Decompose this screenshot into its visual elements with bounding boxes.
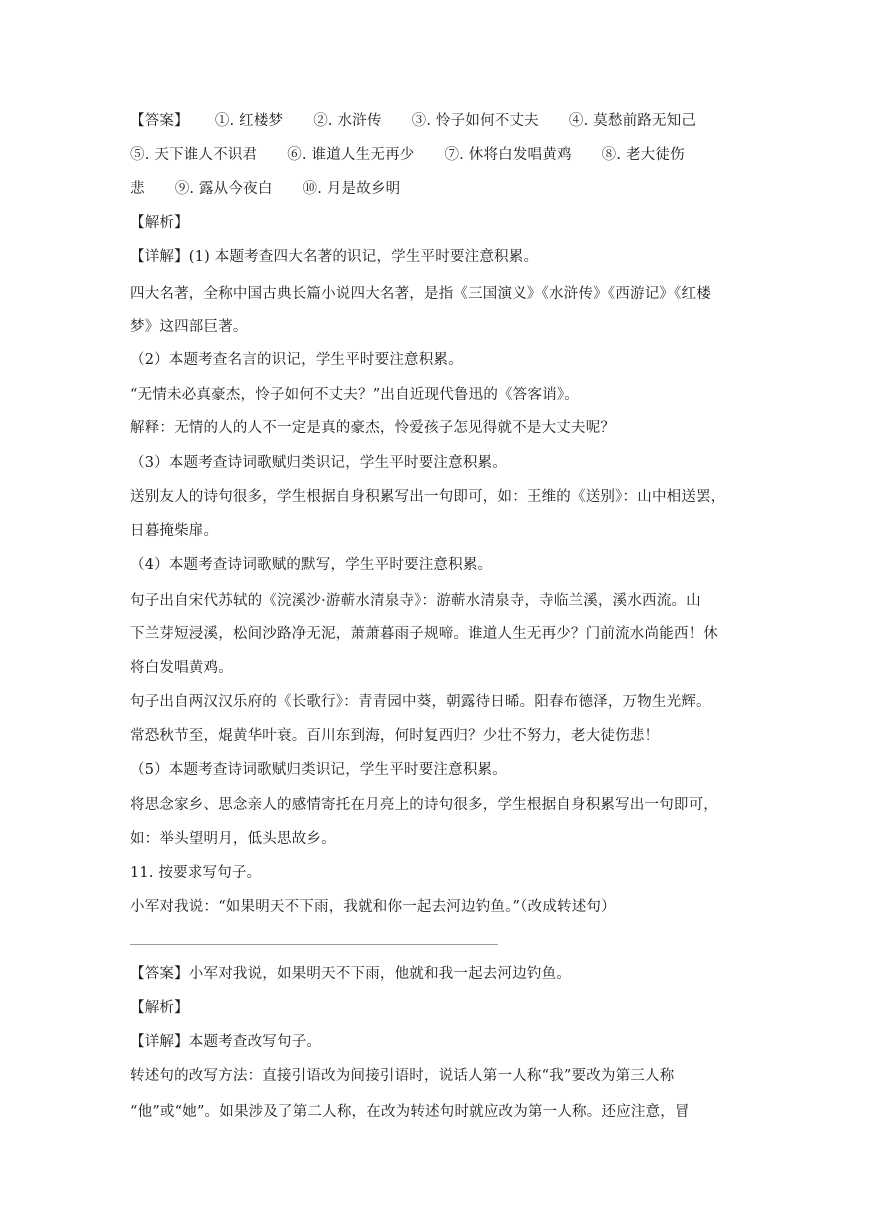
question-title: 11. 按要求写句子。 [130, 865, 262, 881]
analysis-label: 【解析】 [130, 215, 189, 231]
answer-item-8: ⑧. 老大徒伤 [601, 147, 685, 163]
analysis-line: （2）本题考查名言的识记，学生平时要注意积累。 [130, 352, 463, 368]
answer-row-1 [130, 111, 696, 131]
analysis-line: （3）本题考查诗词歌赋归类识记，学生平时要注意积累。 [130, 455, 507, 471]
analysis-line: “他”或“她”。如果涉及了第二人称，在改为转述句时就应改为第一人称。还应注意，冒 [130, 1104, 690, 1120]
answer-item-3: ③. 怜子如何不丈夫 [411, 113, 539, 129]
analysis-line: 将思念家乡、思念亲人的感情寄托在月亮上的诗句很多，学生根据自身积累写出一句即可， [130, 797, 718, 813]
answer-continuation: 悲 [130, 181, 145, 197]
answer-item-10: ⑩. 月是故乡明 [302, 181, 401, 197]
analysis-line: 常恐秋节至，焜黄华叶衰。百川东到海，何时复西归？少壮不努力，老大徒伤悲！ [130, 728, 660, 744]
analysis-line: 将白发唱黄鸡。 [130, 660, 233, 676]
analysis-line: 下兰芽短浸溪，松间沙路净无泥，萧萧暮雨子规啼。谁道人生无再少？门前流水尚能西！休 [130, 626, 718, 642]
analysis-line: 四大名著，全称中国古典长篇小说四大名著，是指《三国演义》《水浒传》《西游记》《红楼 [130, 286, 711, 302]
analysis-line: 梦》这四部巨著。 [130, 319, 248, 335]
answer-label: 【答案】 [130, 113, 189, 129]
answer-item-9: ⑨. 露从今夜白 [174, 181, 273, 197]
analysis-line: 句子出自两汉汉乐府的《长歌行》：青青园中葵，朝露待日晞。阳春布德泽，万物生光辉。 [130, 694, 711, 710]
answer-row-2 [130, 145, 685, 165]
answer-item-5: ⑤. 天下谁人不识君 [130, 147, 258, 163]
analysis-line: 转述句的改写方法：直接引语改为间接引语时，说话人第一人称“我”要改为第三人称 [130, 1068, 675, 1084]
answer-row-3 [130, 179, 400, 199]
analysis-line: 句子出自宋代苏轼的《浣溪沙·游蕲水清泉寺》：游蕲水清泉寺，寺临兰溪，溪水西流。山 [130, 593, 701, 609]
analysis-line: “无情未必真豪杰，怜子如何不丈夫？”出自近现代鲁迅的《答客诮》。 [130, 387, 579, 403]
question-prompt: 小军对我说：“如果明天不下雨，我就和你一起去河边钓鱼。”（改成转述句） [130, 899, 616, 915]
analysis-line: 【详解】(1) 本题考查四大名著的识记，学生平时要注意积累。 [130, 249, 539, 265]
analysis-line: 送别友人的诗句很多，学生根据自身积累写出一句即可，如：王维的《送别》：山中相送罢， [130, 489, 726, 505]
answer-text: 【答案】小军对我说，如果明天不下雨，他就和我一起去河边钓鱼。 [130, 966, 571, 982]
analysis-line: 解释：无情的人的人不一定是真的豪杰，怜爱孩子怎见得就不是大丈夫呢？ [130, 420, 616, 436]
analysis-line: 如：举头望明月，低头思故乡。 [130, 831, 336, 847]
answer-item-2: ②. 水浒传 [313, 113, 382, 129]
answer-item-6: ⑥. 谁道人生无再少 [287, 147, 415, 163]
answer-item-4: ④. 莫愁前路无知己 [568, 113, 697, 129]
analysis-line: 日暮掩柴扉。 [130, 523, 219, 539]
answer-item-1: ①. 红楼梦 [214, 113, 284, 129]
analysis-line: （5）本题考查诗词歌赋归类识记，学生平时要注意积累。 [130, 762, 507, 778]
analysis-line: （4）本题考查诗词歌赋的默写，学生平时要注意积累。 [130, 557, 493, 573]
analysis-label: 【解析】 [130, 1000, 189, 1016]
analysis-line: 【详解】本题考查改写句子。 [130, 1034, 322, 1050]
answer-blank-line [130, 944, 498, 945]
answer-item-7: ⑦. 休将白发唱黄鸡 [444, 147, 572, 163]
